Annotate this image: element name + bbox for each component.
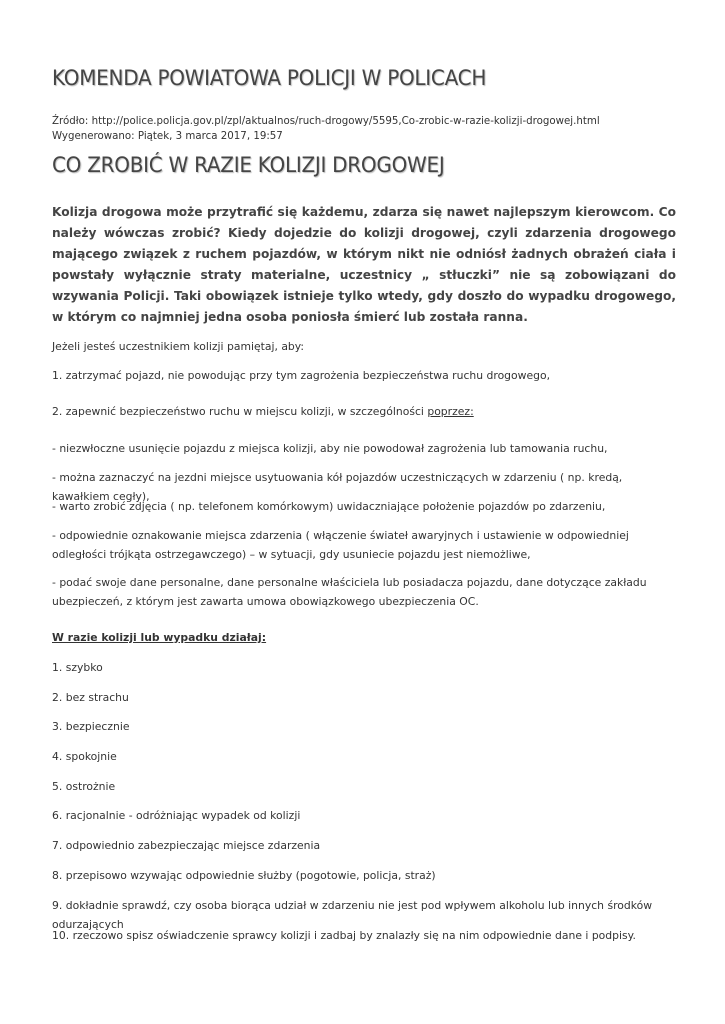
action-item: 1. szybko [52, 661, 103, 674]
action-item: 5. ostrożnie [52, 780, 116, 793]
section-heading: W razie kolizji lub wypadku działaj: [52, 631, 267, 644]
article-title: CO ZROBIĆ W RAZIE KOLIZJI DROGOWEJ [52, 153, 445, 178]
bullet-item: - odpowiednie oznakowanie miejsca zdarzenia ( włączenie świateł awaryjnych i ustawienie w odpowiedniej odległości trójkąta ostrzegawczego) – w sytuacji, gdy usuniecie pojazdu jest niemożliwe, [52, 529, 629, 561]
step-2-underlined: poprzez: [427, 405, 474, 418]
step-1: 1. zatrzymać pojazd, nie powodując przy tym zagrożenia bezpieczeństwa ruchu drogowego, [52, 369, 551, 382]
article-lead: Kolizja drogowa może przytrafić się każdemu, zdarza się nawet najlepszym kierowcom. Co należy wówczas zrobić? Kiedy dojedzie do kolizji drogowej, czyli zdarzenia drogowego mającego związek z ruchem pojazdów, w którym nikt nie odniósł żadnych obrażeń ciała i powstały wyłącznie straty materialne, uczestnicy „ stłuczki” nie są zobowiązani do wzywania Policji. Taki obowiązek istnieje tylko wtedy, gdy doszło do wypadku drogowego, w którym co najmniej jedna osoba poniosła śmierć lub została ranna. [52, 205, 676, 324]
bullet-item: - podać swoje dane personalne, dane personalne właściciela lub posiadacza pojazdu, dane dotyczące zakładu ubezpieczeń, z którym jest zawarta umowa obowiązkowego ubezpieczenia OC. [52, 576, 647, 608]
site-title: KOMENDA POWIATOWA POLICJI W POLICACH [52, 66, 487, 91]
action-item: 9. dokładnie sprawdź, czy osoba biorąca udział w zdarzeniu nie jest pod wpływem alkoholu lub innych środków odurzających [52, 899, 653, 931]
intro-paragraph: Jeżeli jesteś uczestnikiem kolizji pamiętaj, aby: [52, 340, 305, 353]
step-2 [52, 402, 676, 421]
action-item: 6. racjonalnie - odróżniając wypadek od kolizji [52, 809, 301, 822]
action-item: 8. przepisowo wzywając odpowiednie służby (pogotowie, policja, straż) [52, 869, 436, 882]
action-item: 4. spokojnie [52, 750, 117, 763]
action-item: 7. odpowiednio zabezpieczając miejsce zdarzenia [52, 839, 321, 852]
source-url: Źródło: http://police.policja.gov.pl/zpl/aktualnos/ruch-drogowy/5595,Co-zrobic-w-razie-kolizji-drogowej.html [52, 114, 600, 127]
step-2-text: 2. zapewnić bezpieczeństwo ruchu w miejscu kolizji, w szczególności [52, 405, 428, 418]
bullet-item: - można zaznaczyć na jezdni miejsce usytuowania kół pojazdów uczestniczących w zdarzeniu ( np. kredą, kawałkiem cegły), [52, 471, 623, 503]
generated-date: Wygenerowano: Piątek, 3 marca 2017, 19:57 [52, 129, 283, 142]
action-item: 10. rzeczowo spisz oświadczenie sprawcy kolizji i zadbaj by znalazły się na nim odpowiednie dane i podpisy. [52, 929, 636, 942]
bullet-item: - warto zrobić zdjęcia ( np. telefonem komórkowym) uwidaczniające położenie pojazdów po zdarzeniu, [52, 500, 606, 513]
document-meta [52, 113, 600, 143]
bullet-item: - niezwłoczne usunięcie pojazdu z miejsca kolizji, aby nie powodował zagrożenia lub tamowania ruchu, [52, 442, 608, 455]
action-item: 3. bezpiecznie [52, 720, 130, 733]
action-item: 2. bez strachu [52, 691, 129, 704]
